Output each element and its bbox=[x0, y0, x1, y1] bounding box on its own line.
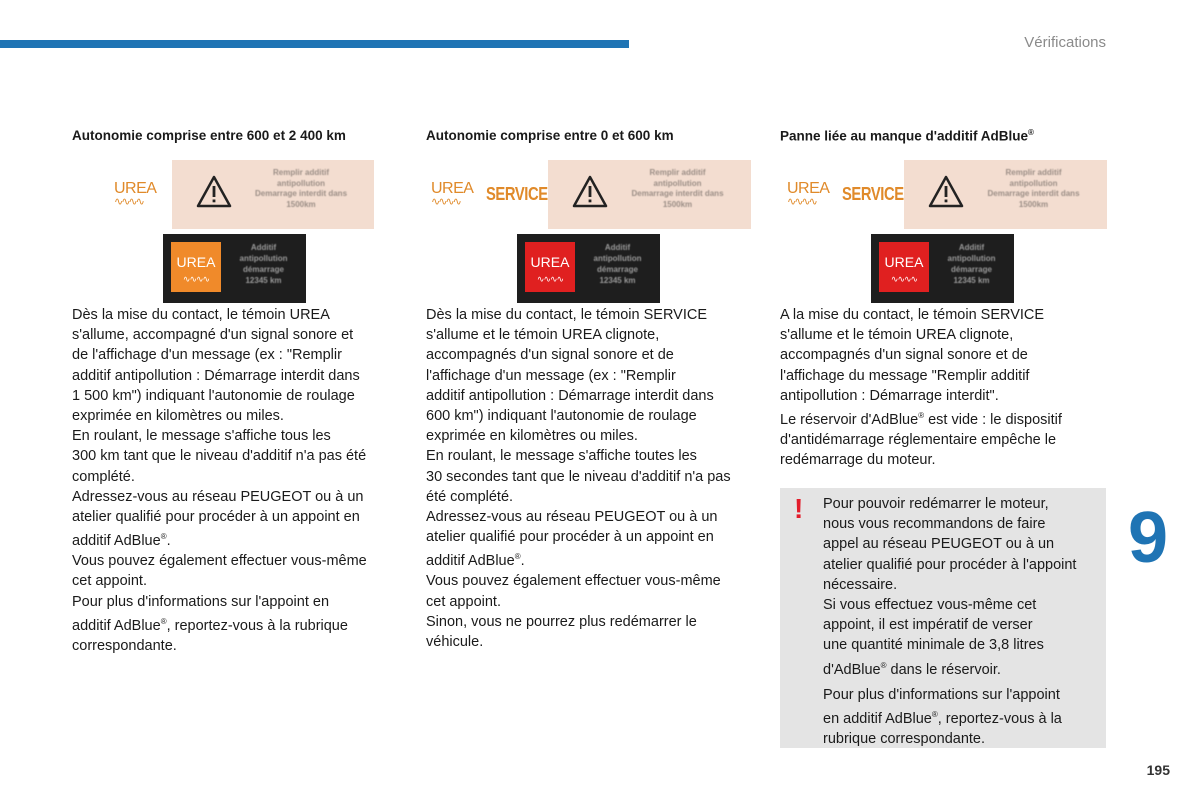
urea-lamp-label: UREA bbox=[884, 254, 924, 270]
dashboard-screen bbox=[517, 234, 660, 303]
urea-indicator-label: UREA bbox=[114, 180, 157, 197]
dashboard-screen bbox=[163, 234, 306, 303]
urea-indicator bbox=[114, 180, 156, 206]
urea-lamp-label: UREA bbox=[530, 254, 570, 270]
urea-indicator bbox=[787, 180, 829, 206]
column-2 bbox=[426, 128, 746, 652]
urea-indicator-label: UREA bbox=[787, 180, 830, 197]
column-title: Autonomie comprise entre 600 et 2 400 km bbox=[72, 128, 346, 143]
urea-indicator-wave: ∿∿∿∿ bbox=[114, 196, 143, 208]
urea-lamp-wave: ∿∿∿∿ bbox=[536, 274, 564, 284]
urea-lamp bbox=[171, 242, 221, 292]
message-panel bbox=[172, 160, 374, 229]
message-text: Remplir additif antipollution Demarrage interdit dans 1500km bbox=[987, 168, 1080, 209]
column-title: Autonomie comprise entre 0 et 600 km bbox=[426, 128, 674, 143]
dashboard-text: Additif antipollution démarrage 12345 km bbox=[593, 243, 642, 285]
column-3 bbox=[780, 128, 1100, 470]
display-illustration bbox=[426, 160, 746, 305]
urea-lamp bbox=[879, 242, 929, 292]
dashboard-text: Additif antipollution démarrage 12345 km bbox=[239, 243, 288, 285]
warning-box bbox=[780, 488, 1106, 748]
warning-text: Pour pouvoir redémarrer le moteur, nous vous recommandons de faire appel au réseau PEUGEOT ou à un atelier qualifié pour procéder à l'appoint nécessaire. Si vous effectuez vous-même cet appoint, il est impératif de verser une quantité minimale de 3,8 litres d'AdBlue® dans le réservoir. Pour plus d'informations sur l'appoint en additif AdBlue®, reportez-vous à la rubrique correspondante. bbox=[823, 496, 1077, 747]
display-illustration bbox=[72, 160, 392, 305]
urea-indicator-label: UREA bbox=[431, 180, 474, 197]
urea-lamp-label: UREA bbox=[176, 254, 216, 270]
message-text: Remplir additif antipollution Demarrage interdit dans 1500km bbox=[631, 168, 724, 209]
page-number: 195 bbox=[1146, 762, 1170, 778]
warning-triangle-icon bbox=[572, 174, 608, 210]
urea-indicator-wave: ∿∿∿∿ bbox=[787, 196, 816, 208]
column-1 bbox=[72, 128, 392, 656]
dashboard-text: Additif antipollution démarrage 12345 km bbox=[947, 243, 996, 285]
column-body: Dès la mise du contact, le témoin UREA s'allume, accompagné d'un signal sonore et de l'affichage d'un message (ex : "Remplir additif antipollution : Démarrage interdit dans 1 500 km") indiquant l'autonomie de roulage exprimée en kilomètres ou miles. En roulant, le message s'affiche tous les 300 km tant que le niveau d'additif n'a pas été complété. Adressez-vous au réseau PEUGEOT ou à un atelier qualifié pour procéder à un appoint en additif AdBlue®. Vous pouvez également effectuer vous-même cet appoint. Pour plus d'informations sur l'appoint en additif AdBlue®, reportez-vous à la rubrique correspondante. bbox=[72, 307, 367, 654]
service-indicator: SERVICE bbox=[842, 184, 904, 204]
warning-triangle-icon bbox=[196, 174, 232, 210]
exclamation-icon: ! bbox=[794, 493, 804, 524]
warning-triangle-icon bbox=[928, 174, 964, 210]
header-accent-bar bbox=[0, 40, 629, 48]
dashboard-screen bbox=[871, 234, 1014, 303]
column-body: Dès la mise du contact, le témoin SERVICE s'allume et le témoin UREA clignote, accompagnés d'un signal sonore et de l'affichage d'un message (ex : "Remplir additif antipollution : Démarrage interdit dans 600 km") indiquant l'autonomie de roulage exprimée en kilomètres ou miles. En roulant, le message s'affiche toutes les 30 secondes tant que le niveau d'additif n'a pas été complété. Adressez-vous au réseau PEUGEOT ou à un atelier qualifié pour procéder à un appoint en additif AdBlue®. Vous pouvez également effectuer vous-même cet appoint. Sinon, vous ne pourrez plus redémarrer le véhicule. bbox=[426, 307, 731, 651]
message-text: Remplir additif antipollution Demarrage interdit dans 1500km bbox=[254, 168, 348, 209]
chapter-number: 9 bbox=[1128, 498, 1169, 578]
message-panel bbox=[548, 160, 751, 229]
section-title: Vérifications bbox=[1024, 34, 1106, 51]
message-panel bbox=[904, 160, 1107, 229]
service-indicator: SERVICE bbox=[486, 184, 548, 204]
urea-indicator-wave: ∿∿∿∿ bbox=[431, 196, 460, 208]
urea-indicator bbox=[431, 180, 473, 206]
urea-lamp-wave: ∿∿∿∿ bbox=[890, 274, 918, 284]
urea-lamp bbox=[525, 242, 575, 292]
column-body: A la mise du contact, le témoin SERVICE s'allume et le témoin UREA clignote, accompagnés d'un signal sonore et de l'affichage du message "Remplir additif antipollution : Démarrage interdit". Le réservoir d'AdBlue® est vide : le dispositif d'antidémarrage réglementaire empêche le redémarrage du moteur. bbox=[780, 307, 1062, 469]
urea-lamp-wave: ∿∿∿∿ bbox=[182, 274, 210, 284]
display-illustration bbox=[780, 160, 1100, 305]
column-title: Panne liée au manque d'additif AdBlue® bbox=[780, 128, 1034, 144]
